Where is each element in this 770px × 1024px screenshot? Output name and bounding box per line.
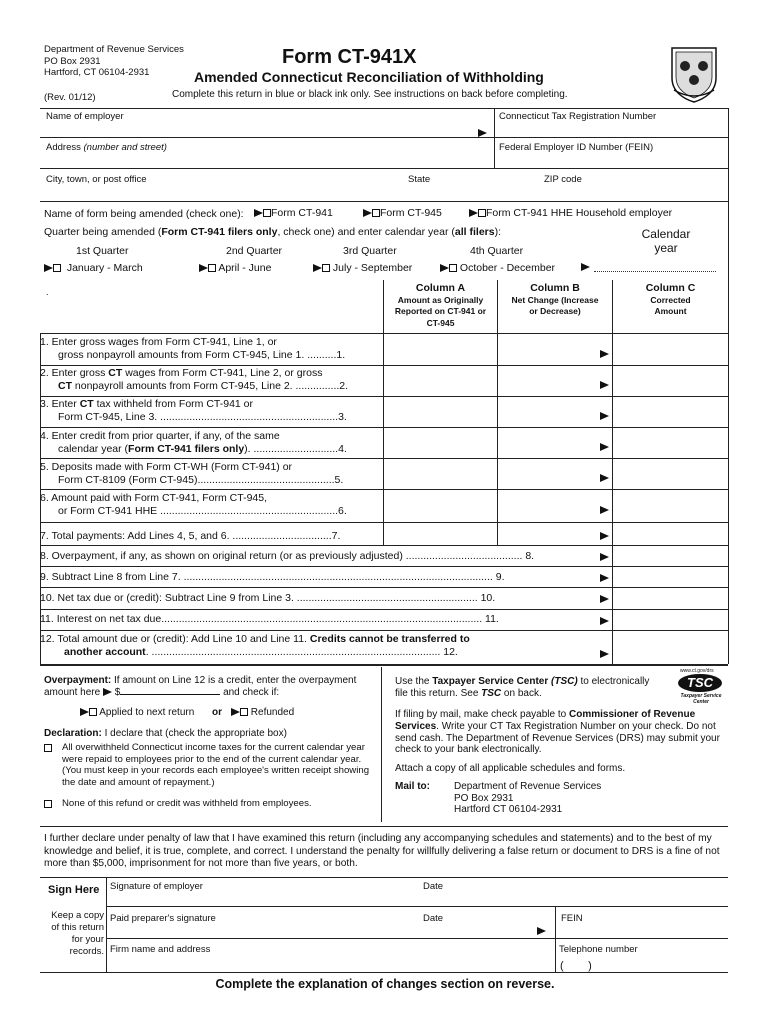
footer-note: Complete the explanation of changes section on reverse. bbox=[215, 977, 555, 991]
tsc-text: Use the Taxpayer Service Center (TSC) to electronically file this return. See TSC on back. bbox=[395, 676, 650, 699]
dept-name: Department of Revenue Services bbox=[44, 44, 184, 55]
line-1-arrow-icon bbox=[600, 350, 609, 358]
state-seal-icon bbox=[668, 44, 720, 104]
line-8-arrow-icon bbox=[600, 553, 609, 561]
line-10: 10. Net tax due or (credit): Subtract Line 9 from Line 3. .............................................................. 10. bbox=[40, 592, 496, 604]
overpayment-amount-input[interactable] bbox=[120, 694, 220, 695]
quarter-label: Quarter being amended (Form CT-941 filers only, check one) and enter calendar year (all filers): bbox=[44, 226, 502, 238]
line-4-arrow-icon bbox=[600, 443, 609, 451]
dept-po-box: PO Box 2931 bbox=[44, 55, 101, 67]
option-ct941[interactable]: Form CT-941 bbox=[254, 207, 333, 219]
line-12: 12. Total amount due or (credit): Add Line 10 and Line 11. Credits cannot be transferred to another account. ................................................................................................... 12. bbox=[40, 633, 470, 658]
line-9: 9. Subtract Line 8 from Line 7. .......................................................................................................... 9. bbox=[40, 571, 505, 583]
form-subtitle: Amended Connecticut Reconciliation of Withholding bbox=[194, 69, 544, 85]
declaration-option-1: All overwithheld Connecticut income taxes for the current calendar year were repaid to employees prior to the end of the current calendar year. (You must keep in your records each employee's written receipt showing the date and amount of repayment.) bbox=[62, 742, 370, 788]
declaration-option-2: None of this refund or credit was withheld from employees. bbox=[62, 798, 312, 809]
city-label: City, town, or post office bbox=[46, 174, 147, 185]
q1-name: 1st Quarter bbox=[76, 245, 129, 257]
agency-address bbox=[44, 44, 184, 79]
calendar-year-label: Calendar year bbox=[641, 227, 691, 255]
mail-instructions: If filing by mail, make check payable to Commissioner of Revenue Services. Write your CT Tax Registration Number on your check. Do not send cash. The Department of Revenue Services (DRS) may submit your check to your bank electronically. bbox=[395, 709, 720, 756]
attach-schedules: Attach a copy of all applicable schedules and forms. bbox=[395, 763, 626, 774]
preparer-signature-label[interactable]: Paid preparer's signature bbox=[110, 913, 216, 924]
column-b-header: Column B Net Change (Increase or Decrease) bbox=[511, 282, 599, 316]
column-a-header: Column A Amount as Originally Reported on CT-941 or CT-945 bbox=[394, 282, 487, 328]
q3-name: 3rd Quarter bbox=[343, 245, 397, 257]
line-1: 1. Enter gross wages from Form CT-941, Line 1, or gross nonpayroll amounts from Form CT-945, Line 1. ..........1. bbox=[40, 336, 346, 361]
address-label: Address (number and street) bbox=[46, 142, 167, 153]
line-3: 3. Enter CT tax withheld from Form CT-941 or Form CT-945, Line 3. .............................................................3. bbox=[40, 398, 347, 423]
tsc-logo: www.ct.gov/drs TSC Taxpayer Service Center bbox=[680, 668, 722, 705]
date-label-2[interactable]: Date bbox=[423, 913, 444, 924]
line-3-arrow-icon bbox=[600, 412, 609, 420]
option-ct945[interactable]: Form CT-945 bbox=[363, 207, 442, 219]
applied-option[interactable]: Applied to next return bbox=[80, 707, 194, 718]
dot-mark: . bbox=[46, 287, 49, 297]
form-title: Form CT-941X bbox=[282, 46, 417, 68]
penalty-declaration: I further declare under penalty of law that I have examined this return (including any accompanying schedules and statements) and to the best of my knowledge and belief, it is true, complete, and correct. I understand the penalty for willfully delivering a false return or document to DRS is a fine of not more than $5,000, imprisonment for not more than five years, or both. bbox=[44, 833, 720, 869]
line-7-arrow-icon bbox=[600, 532, 609, 540]
mail-to-label: Mail to: bbox=[395, 781, 430, 792]
line-8: 8. Overpayment, if any, as shown on original return (or as previously adjusted) ........................................ 8. bbox=[40, 550, 535, 562]
line-2-arrow-icon bbox=[600, 381, 609, 389]
state-label: State bbox=[408, 174, 431, 185]
date-label-1[interactable]: Date bbox=[423, 881, 444, 892]
employer-name-label: Name of employer bbox=[46, 111, 124, 122]
keep-copy-note: Keep a copy of this return for your records. bbox=[51, 910, 104, 957]
line-12-arrow-icon bbox=[600, 650, 609, 658]
or-label: or bbox=[212, 707, 222, 718]
declaration-header: Declaration: I declare that (check the appropriate box) bbox=[44, 728, 287, 739]
quarter-option-4[interactable]: October - December bbox=[440, 262, 555, 274]
line-6-arrow-icon bbox=[600, 506, 609, 514]
mailing-address: Department of Revenue Services PO Box 2931 Hartford CT 06104-2931 bbox=[454, 781, 602, 815]
ink-instruction: Complete this return in blue or black ink only. See instructions on back before completing. bbox=[172, 89, 568, 100]
declaration-checkbox-2[interactable] bbox=[44, 799, 52, 810]
line-7: 7. Total payments: Add Lines 4, 5, and 6. ..................................7. bbox=[40, 530, 341, 542]
calendar-year-input[interactable] bbox=[594, 271, 716, 272]
line-6: 6. Amount paid with Form CT-941, Form CT-945, or Form CT-941 HHE .............................................................6. bbox=[40, 492, 347, 517]
declaration-checkbox-1[interactable] bbox=[44, 743, 52, 754]
tax-registration-label: Connecticut Tax Registration Number bbox=[499, 111, 657, 122]
dept-city: Hartford, CT 06104-2931 bbox=[44, 67, 150, 78]
refunded-option[interactable]: Refunded bbox=[231, 707, 294, 718]
line-11: 11. Interest on net tax due.............................................................................................................. 11. bbox=[40, 613, 499, 625]
q4-name: 4th Quarter bbox=[470, 245, 524, 257]
firm-name-label[interactable]: Firm name and address bbox=[110, 944, 211, 955]
telephone-input[interactable]: ( ) bbox=[560, 960, 592, 972]
line-10-arrow-icon bbox=[600, 595, 609, 603]
employer-signature-label[interactable]: Signature of employer bbox=[110, 881, 203, 892]
option-ct941-hhe[interactable]: Form CT-941 HHE Household employer bbox=[469, 207, 672, 219]
quarter-option-1[interactable]: January - March bbox=[44, 262, 143, 274]
zip-label: ZIP code bbox=[544, 174, 582, 185]
line-2: 2. Enter gross CT wages from Form CT-941, Line 2, or gross CT nonpayroll amounts from Form CT-945, Line 2. ...............2. bbox=[40, 367, 349, 392]
fein-label: Federal Employer ID Number (FEIN) bbox=[499, 142, 654, 153]
form-amended-label: Name of form being amended (check one): bbox=[44, 208, 244, 220]
line-5-arrow-icon bbox=[600, 474, 609, 482]
line-5: 5. Deposits made with Form CT-WH (Form CT-941) or Form CT-8109 (Form CT-945)...............................................5. bbox=[40, 461, 344, 486]
quarter-option-2[interactable]: April - June bbox=[199, 262, 271, 274]
revision-date: (Rev. 01/12) bbox=[44, 92, 96, 103]
telephone-label[interactable]: Telephone number bbox=[559, 944, 638, 955]
sign-here-label: Sign Here bbox=[48, 884, 100, 896]
line-11-arrow-icon bbox=[600, 617, 609, 625]
column-c-header: Column C Corrected Amount bbox=[645, 282, 696, 316]
quarter-option-3[interactable]: July - September bbox=[313, 262, 412, 274]
calendar-year-arrow-icon bbox=[581, 262, 590, 273]
line-9-arrow-icon bbox=[600, 574, 609, 582]
fein-arrow-icon bbox=[537, 926, 546, 937]
line-4: 4. Enter credit from prior quarter, if any, of the same calendar year (Form CT-941 filers only). .............................4. bbox=[40, 430, 347, 455]
q2-name: 2nd Quarter bbox=[226, 245, 283, 257]
preparer-fein-label[interactable]: FEIN bbox=[561, 913, 583, 924]
overpayment-text: Overpayment: If amount on Line 12 is a credit, enter the overpayment amount here $ and check if: bbox=[44, 675, 357, 698]
